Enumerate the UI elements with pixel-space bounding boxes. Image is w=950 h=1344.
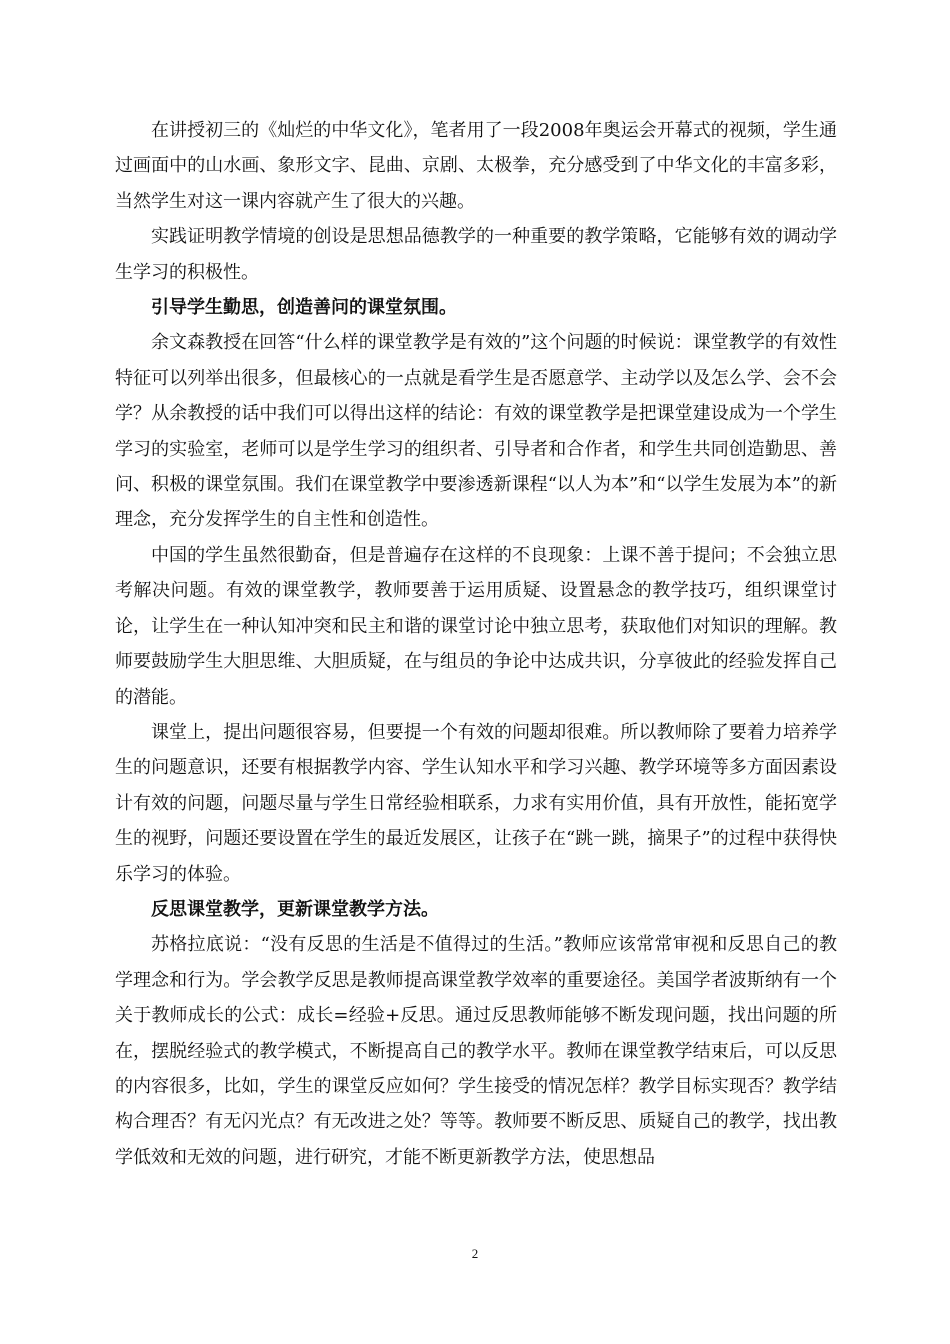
page-number: 2	[471, 1246, 479, 1261]
paragraph-effective-teaching: 余文森教授在回答“什么样的课堂教学是有效的”这个问题的时候说：课堂教学的有效性特征可以列举出很多，但最核心的一点就是看学生是否愿意学、主动学以及怎么学、会不会学？从余教授的话中我们可以得出这样的结论：有效的课堂教学是把课堂建设成为一个学生学习的实验室，老师可以是学生学习的组织者、引导者和合作者，和学生共同创造勤思、善问、积极的课堂氛围。我们在课堂教学中要渗透新课程“以人为本”和“以学生发展为本”的新理念，充分发挥学生的自主性和创造性。	[115, 332, 837, 531]
document-body	[115, 113, 837, 1175]
paragraph-culture-example: 在讲授初三的《灿烂的中华文化》，笔者用了一段2008年奥运会开幕式的视频，学生通过画面中的山水画、象形文字、昆曲、京剧、太极拳，充分感受到了中华文化的丰富多彩，当然学生对这一课内容就产生了很大的兴趣。	[115, 120, 837, 212]
section-heading-reflection: 反思课堂教学，更新课堂教学方法。	[151, 898, 439, 920]
section-heading-inquiry: 引导学生勤思，创造善问的课堂氛围。	[151, 297, 457, 319]
paragraph-student-questioning: 中国的学生虽然很勤奋，但是普遍存在这样的不良现象：上课不善于提问；不会独立思考解决问题。有效的课堂教学，教师要善于运用质疑、设置悬念的教学技巧，组织课堂讨论，让学生在一种认知冲突和民主和谐的课堂讨论中独立思考，获取他们对知识的理解。教师要鼓励学生大胆思维、大胆质疑，在与组员的争论中达成共识，分享彼此的经验发挥自己的潜能。	[115, 544, 837, 708]
paragraph-situation-strategy: 实践证明教学情境的创设是思想品德教学的一种重要的教学策略，它能够有效的调动学生学习的积极性。	[115, 226, 837, 283]
paragraph-effective-questions: 课堂上，提出问题很容易，但要提一个有效的问题却很难。所以教师除了要着力培养学生的问题意识，还要有根据教学内容、学生认知水平和学习兴趣、教学环境等多方面因素设计有效的问题，问题尽量与学生日常经验相联系，力求有实用价值，具有开放性，能拓宽学生的视野，问题还要设置在学生的最近发展区，让孩子在“跳一跳，摘果子”的过程中获得快乐学习的体验。	[115, 721, 837, 885]
paragraph-reflection: 苏格拉底说：“没有反思的生活是不值得过的生活。”教师应该常常审视和反思自己的教学理念和行为。学会教学反思是教师提高课堂教学效率的重要途径。美国学者波斯纳有一个关于教师成长的公式：成长=经验+反思。通过反思教师能够不断发现问题，找出问题的所在，摆脱经验式的教学模式，不断提高自己的教学水平。教师在课堂教学结束后，可以反思的内容很多，比如，学生的课堂反应如何？学生接受的情况怎样？教学目标实现否？教学结构合理否？有无闪光点？有无改进之处？等等。教师要不断反思、质疑自己的教学，找出教学低效和无效的问题，进行研究，才能不断更新教学方法，使思想品	[115, 934, 837, 1168]
